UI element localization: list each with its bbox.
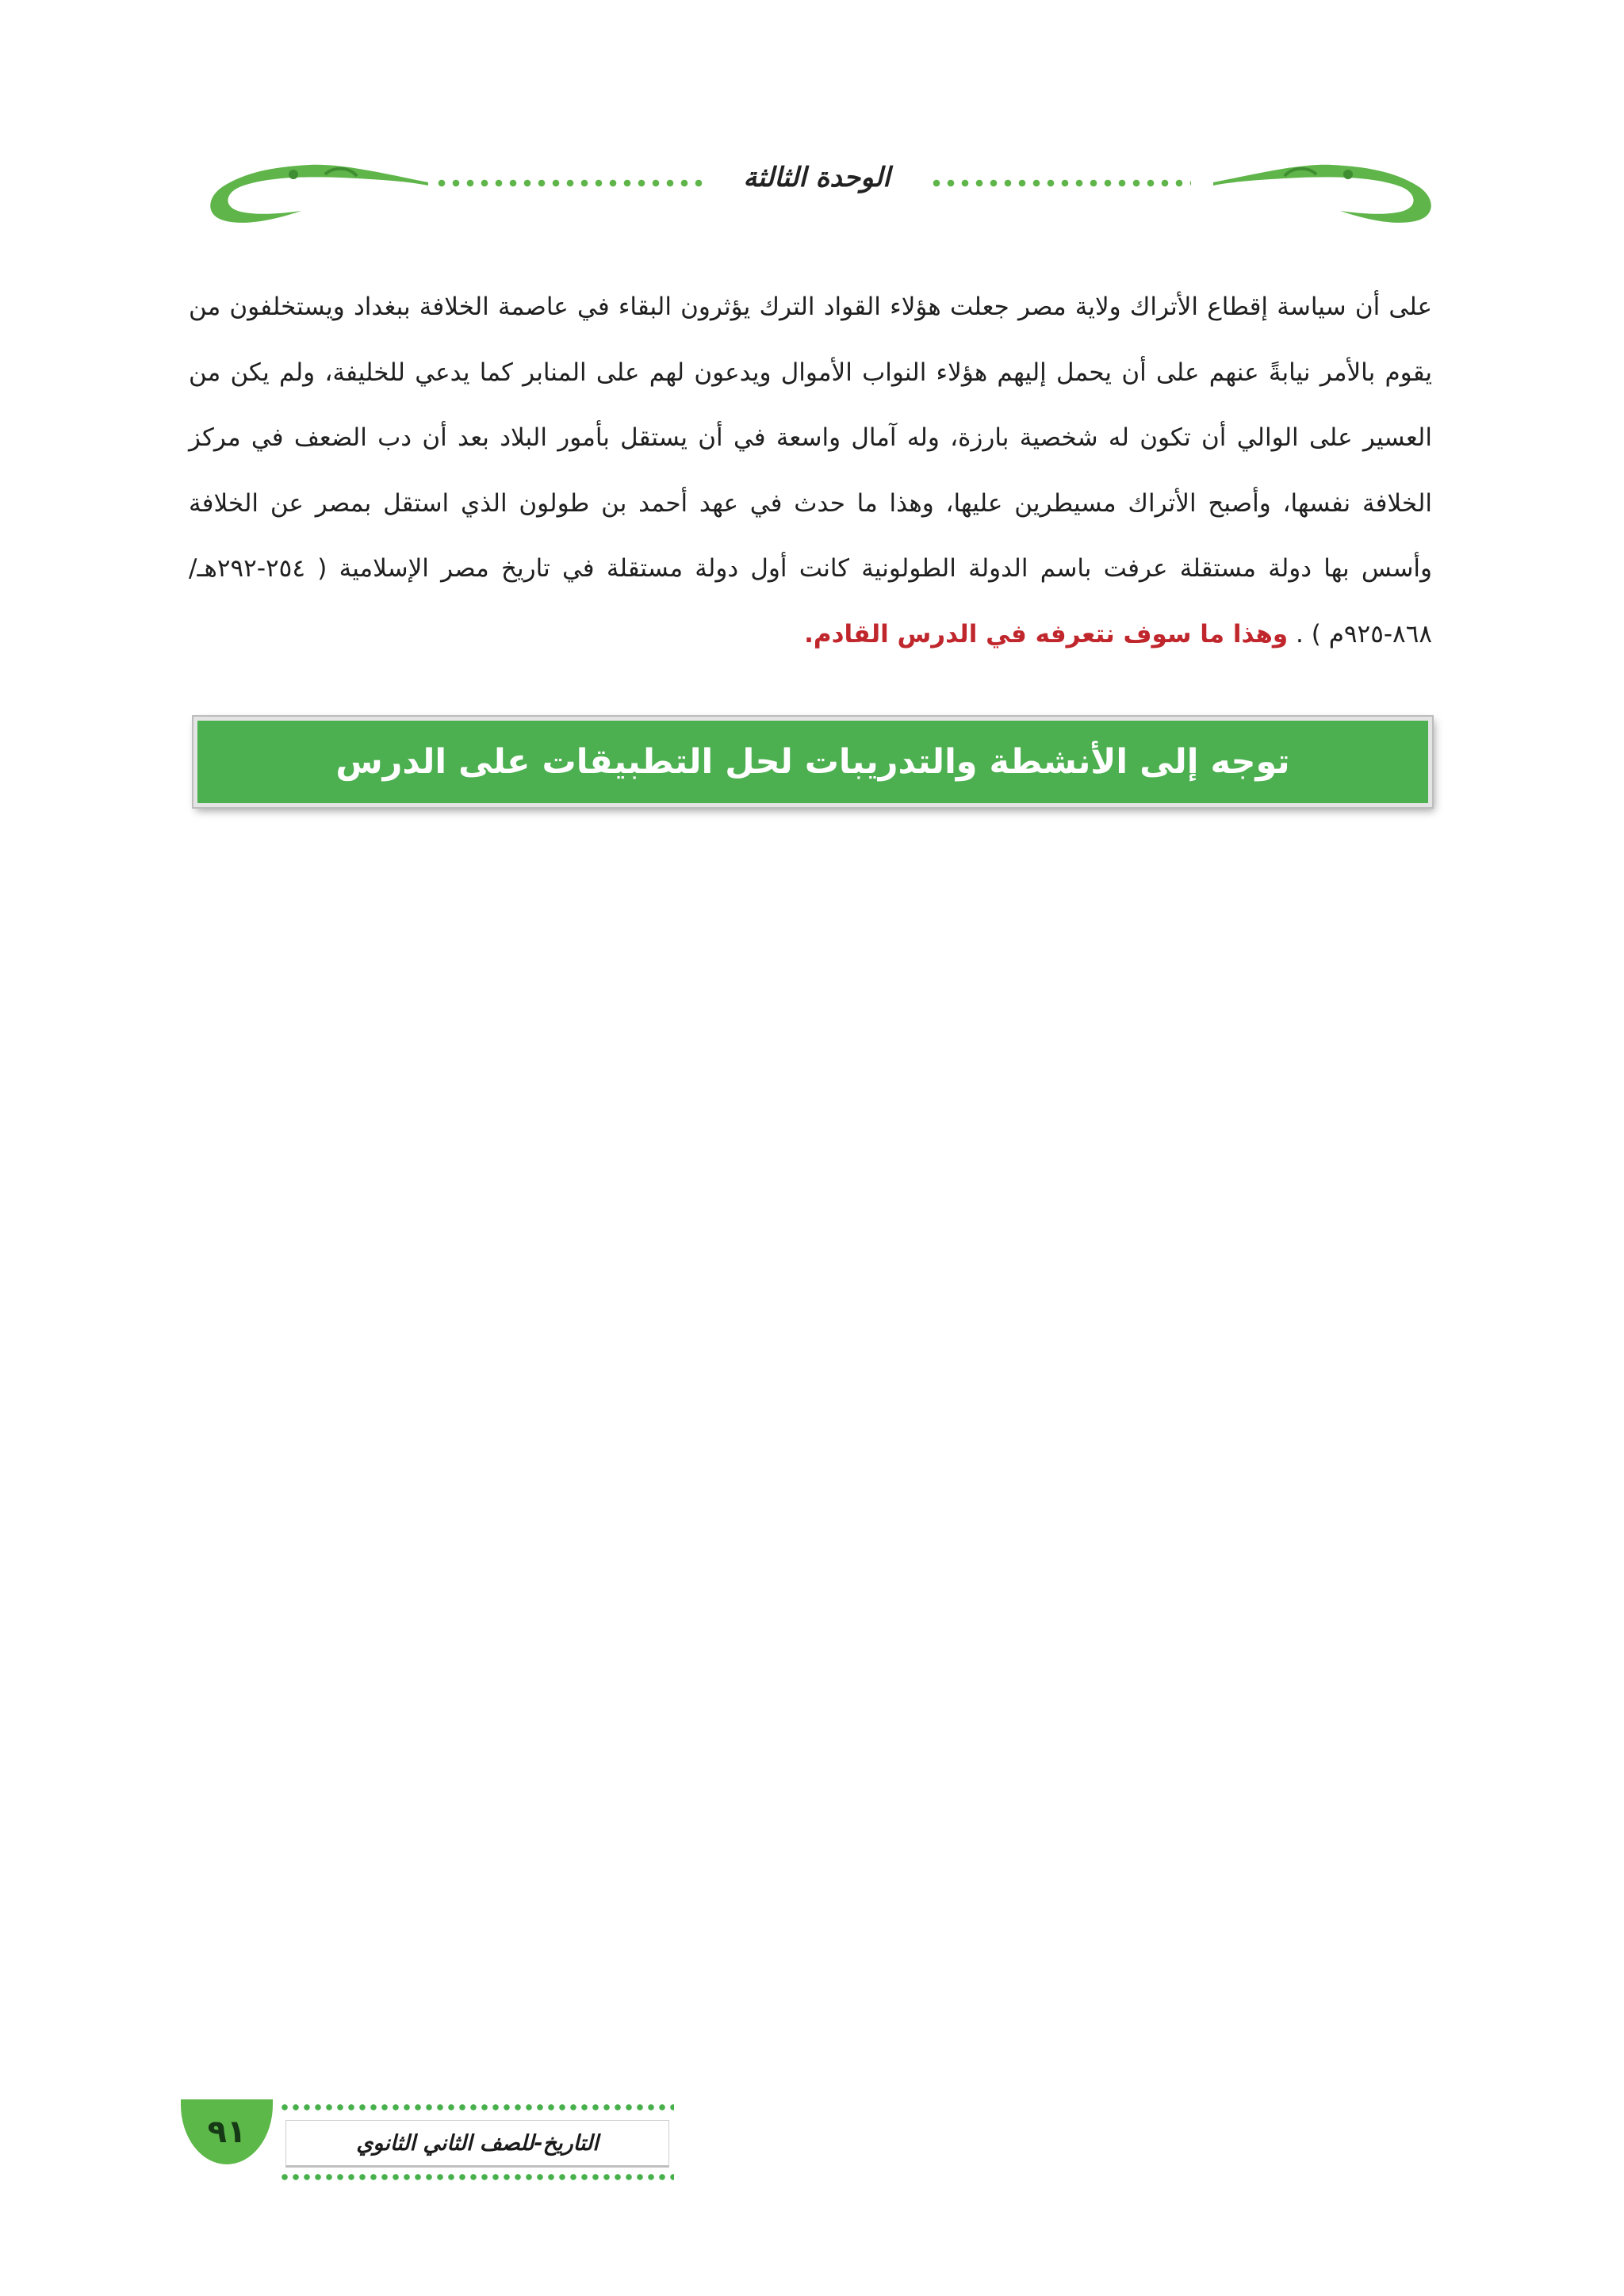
page-number: ٩١ — [207, 2114, 247, 2150]
footer-dots-top — [279, 2103, 674, 2112]
book-label-box — [285, 2120, 669, 2168]
lesson-paragraph — [189, 274, 1432, 667]
page-footer — [0, 2093, 1624, 2188]
book-label: التاريخ-للصف الثاني الثانوي — [356, 2130, 599, 2156]
unit-title: الوحدة الثالثة — [743, 162, 891, 193]
page-header — [0, 143, 1624, 238]
footer-dots-bottom — [279, 2172, 674, 2182]
activities-banner-label: توجه إلى الأنشطة والتدريبات لحل التطبيقات على الدرس — [335, 742, 1290, 782]
activities-banner[interactable] — [193, 717, 1432, 807]
ornament-left-icon — [190, 143, 436, 230]
ornament-right-icon — [1205, 143, 1451, 230]
paragraph-text: على أن سياسة إقطاع الأتراك ولاية مصر جعلت هؤلاء القواد الترك يؤثرون البقاء في عاصمة الخلافة ببغداد ويستخلفون من يقوم بالأمر نيابةً عنهم على أن يحمل إليهم هؤلاء النواب الأموال ويدعون لهم على المنابر كما يدعي للخليفة، ولم يكن من العسير على الوالي أن تكون له شخصية بارزة، وله آمال واسعة في أن يستقل بأمور البلاد بعد أن دب الضعف في مركز الخلافة نفسها، وأصبح الأتراك مسيطرين عليها، وهذا ما حدث في عهد أحمد بن طولون الذي استقل بمصر عن الخلافة وأسس بها دولة مستقلة عرفت باسم الدولة الطولونية كانت أول دولة مستقلة في تاريخ مصر الإسلامية ( ٢٥٤-٢٩٢هـ/٨٦٨-٩٢٥م ) . — [189, 293, 1432, 649]
next-lesson-note: وهذا ما سوف نتعرفه في الدرس القادم. — [804, 619, 1289, 649]
page-number-tab — [181, 2099, 273, 2164]
header-dots-left — [435, 178, 704, 189]
header-dots-right — [929, 178, 1191, 189]
